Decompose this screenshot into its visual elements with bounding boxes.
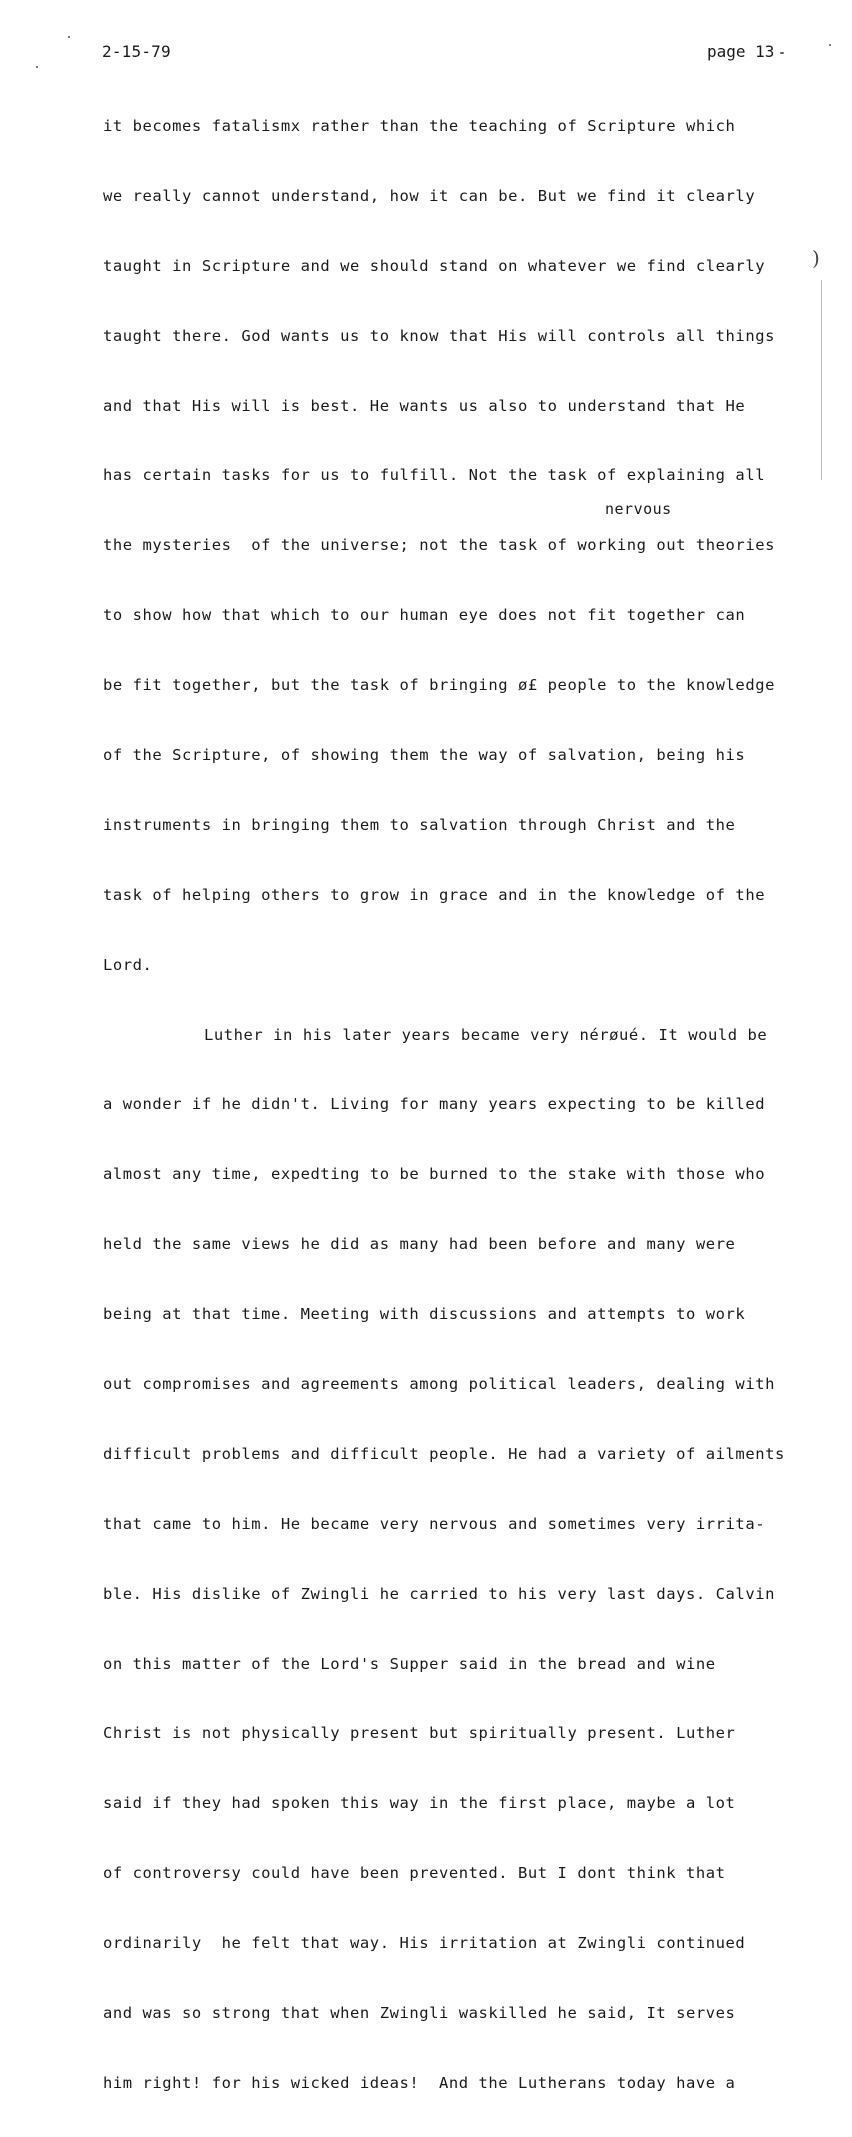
- text-line: Lord.: [103, 955, 153, 974]
- text-line: ordinarily he felt that way. His irritation at Zwingli continued: [103, 1934, 746, 1953]
- scan-speck: [829, 44, 831, 46]
- text-line: be fit together, but the task of bringing ø£ people to the knowledge: [103, 676, 775, 695]
- text-line: and that His will is best. He wants us also to understand that He: [103, 396, 746, 415]
- text-line: ble. His dislike of Zwingli he carried to his very last days. Calvin: [103, 1584, 775, 1603]
- text-line: to show how that which to our human eye does not fit together can: [103, 606, 746, 625]
- scan-speck: [68, 36, 70, 38]
- text-line: of the Scripture, of showing them the way of salvation, being his: [103, 746, 746, 765]
- text-line: taught there. God wants us to know that His will controls all things: [103, 326, 775, 345]
- text-line: it becomes fatalismx rather than the teaching of Scripture which: [103, 117, 736, 135]
- text-line: held the same views he did as many had been before and many were: [103, 1235, 736, 1254]
- text-line: task of helping others to grow in grace and in the knowledge of the: [103, 885, 766, 904]
- text-line: we really cannot understand, how it can be. But we find it clearly: [103, 186, 756, 205]
- text-line: out compromises and agreements among political leaders, dealing with: [103, 1375, 775, 1394]
- scan-speck: [780, 52, 784, 54]
- text-line: difficult problems and difficult people. He had a variety of ailments: [103, 1444, 785, 1463]
- text-line: has certain tasks for us to fulfill. Not the task of explaining all: [103, 466, 766, 485]
- text-line: him right! for his wicked ideas! And the Lutherans today have a: [103, 2073, 736, 2092]
- text-line: on this matter of the Lord's Supper said in the bread and wine: [103, 1654, 716, 1673]
- document-date: 2-15-79: [102, 42, 171, 61]
- body-text: [103, 74, 833, 2137]
- text-line: instruments in bringing them to salvation through Christ and the: [103, 815, 736, 834]
- text-line: and was so strong that when Zwingli waskilled he said, It serves: [103, 2004, 736, 2023]
- margin-bracket-mark: ): [812, 246, 820, 270]
- text-line: taught in Scripture and we should stand on whatever we find clearly: [103, 256, 766, 275]
- page-number: page 13: [707, 42, 775, 61]
- text-line: being at that time. Meeting with discussions and attempts to work: [103, 1305, 746, 1324]
- text-line: of controversy could have been prevented. But I dont think that: [103, 1864, 726, 1883]
- text-line: almost any time, expedting to be burned to the stake with those who: [103, 1165, 766, 1184]
- text-line: that came to him. He became very nervous and sometimes very irrita-: [103, 1514, 766, 1533]
- handwritten-insertion: nervous: [605, 500, 672, 518]
- text-line: Christ is not physically present but spiritually present. Luther: [103, 1724, 736, 1743]
- paragraph-start-line: Luther in his later years became very nérøué. It would be: [204, 1025, 768, 1044]
- scan-speck: [36, 66, 38, 68]
- text-line: said if they had spoken this way in the first place, maybe a lot: [103, 1794, 736, 1813]
- text-line: a wonder if he didn't. Living for many years expecting to be killed: [103, 1095, 766, 1114]
- text-line: the mysteries of the universe; not the task of working out theories: [103, 536, 775, 555]
